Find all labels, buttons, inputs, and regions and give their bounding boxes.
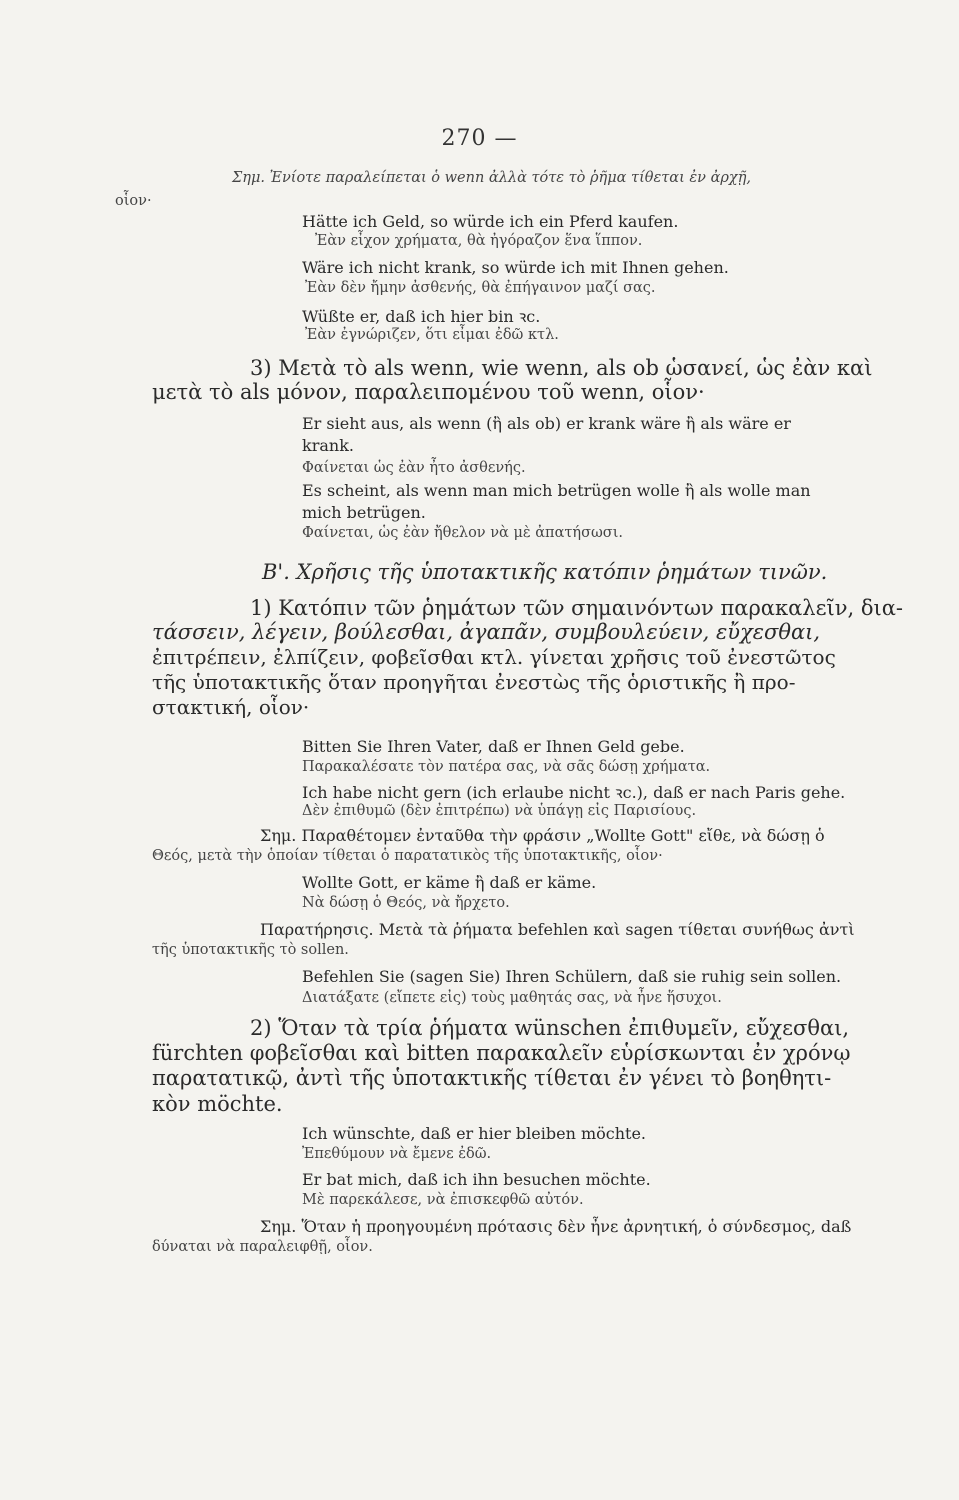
text-line: Wollte Gott, er käme ἢ daß er käme. (302, 873, 597, 892)
text-line: mich betrügen. (302, 503, 426, 522)
text-line: 1) Κατόπιν τῶν ῥημάτων τῶν σημαινόντων παρακαλεῖν, δια- (250, 596, 903, 620)
text-line: Μὲ παρεκάλεσε, νὰ ἐπισκεφθῶ αὐτόν. (302, 1192, 584, 1208)
text-line: δύναται νὰ παραλειφθῇ, οἷον. (152, 1239, 373, 1255)
text-line: Νὰ δώσῃ ὁ Θεός, νὰ ἤρχετο. (302, 895, 510, 911)
text-line: Ich habe nicht gern (ich erlaube nicht ꝛc.), daß er nach Paris gehe. (302, 783, 846, 802)
text-line: Ἐὰν δὲν ἤμην ἀσθενής, θὰ ἐπήγαινον μαζί σας. (305, 280, 656, 296)
text-line: Ich wünschte, daß er hier bleiben möchte. (302, 1124, 647, 1143)
text-line: Ἐὰν εἶχον χρήματα, θὰ ἠγόραζον ἕνα ἵππον. (315, 233, 643, 249)
text-line: Φαίνεται, ὡς ἐὰν ἤθελον νὰ μὲ ἀπατήσωσι. (302, 525, 623, 541)
text-line: κὸν möchte. (152, 1092, 283, 1116)
text-line: krank. (302, 436, 354, 455)
text-line: Wäre ich nicht krank, so würde ich mit Ihnen gehen. (302, 258, 729, 277)
text-line: Ἐὰν ἐγνώριζεν, ὅτι εἶμαι ἐδῶ κτλ. (305, 327, 559, 343)
text-line: Σημ. Ἐνίοτε παραλείπεται ὁ wenn ἀλλὰ τότε τὸ ῥῆμα τίθεται ἐν ἀρχῇ, (232, 170, 751, 186)
text-line: Παρακαλέσατε τὸν πατέρα σας, νὰ σᾶς δώσῃ χρήματα. (302, 759, 711, 775)
text-line: Θεός, μετὰ τὴν ὁποίαν τίθεται ὁ παρατατικὸς τῆς ὑποτακτικῆς, οἷον· (152, 848, 663, 864)
text-line: Διατάξατε (εἴπετε εἰς) τοὺς μαθητάς σας, νὰ ἦνε ἥσυχοι. (302, 990, 722, 1006)
text-line: οἷον· (115, 193, 152, 209)
text-line: στακτική, οἷον· (152, 695, 310, 719)
text-line: Hätte ich Geld, so würde ich ein Pferd kaufen. (302, 212, 679, 231)
text-line: Β'. Χρῆσις τῆς ὑποτακτικῆς κατόπιν ῥημάτων τινῶν. (262, 560, 828, 584)
text-line: 3) Μετὰ τὸ als wenn, wie wenn, als ob ὡσανεί, ὡς ἐὰν καὶ (250, 356, 873, 380)
text-line: τάσσειν, λέγειν, βούλεσθαι, ἀγαπᾶν, συμβουλεύειν, εὔχεσθαι, (152, 620, 821, 644)
text-line: Δὲν ἐπιθυμῶ (δὲν ἐπιτρέπω) νὰ ὑπάγῃ εἰς Παρισίους. (302, 803, 697, 819)
text-line: Befehlen Sie (sagen Sie) Ihren Schülern, daß sie ruhig sein sollen. (302, 967, 842, 986)
text-line: fürchten φοβεῖσθαι καὶ bitten παρακαλεῖν εὑρίσκωνται ἐν χρόνῳ (152, 1041, 851, 1065)
text-line: Ἐπεθύμουν νὰ ἔμενε ἐδῶ. (302, 1146, 492, 1162)
text-line: Φαίνεται ὡς ἐὰν ἦτο ἀσθενής. (302, 460, 526, 476)
text-line: τῆς ὑποτακτικῆς ὅταν προηγῆται ἐνεστὼς τῆς ὁριστικῆς ἢ προ- (152, 670, 796, 694)
text-line: Σημ. Παραθέτομεν ἐνταῦθα τὴν φράσιν „Wollte Gott" εἴθε, νὰ δώσῃ ὁ (260, 826, 825, 845)
page-number: 270 — (441, 126, 518, 151)
text-line: μετὰ τὸ als μόνον, παραλειπομένου τοῦ wenn, οἷον· (152, 380, 705, 404)
text-line: παρατατικῷ, ἀντὶ τῆς ὑποτακτικῆς τίθεται ἐν γένει τὸ βοηθητι- (152, 1066, 832, 1090)
text-line: Bitten Sie Ihren Vater, daß er Ihnen Geld gebe. (302, 737, 685, 756)
text-line: Παρατήρησις. Μετὰ τὰ ῥήματα befehlen καὶ sagen τίθεται συνήθως ἀντὶ (260, 920, 855, 939)
text-line: Wüßte er, daß ich hier bin ꝛc. (302, 307, 541, 326)
text-line: 2) Ὅταν τὰ τρία ῥήματα wünschen ἐπιθυμεῖν, εὔχεσθαι, (250, 1016, 850, 1040)
text-line: Es scheint, als wenn man mich betrügen wolle ἢ als wolle man (302, 481, 811, 500)
text-line: τῆς ὑποτακτικῆς τὸ sollen. (152, 942, 349, 958)
text-line: Er sieht aus, als wenn (ἢ als ob) er krank wäre ἢ als wäre er (302, 414, 791, 433)
text-line: Σημ. Ὅταν ἡ προηγουμένη πρότασις δὲν ἦνε ἀρνητική, ὁ σύνδεσμος, daß (260, 1217, 852, 1236)
text-line: ἐπιτρέπειν, ἐλπίζειν, φοβεῖσθαι κτλ. γίνεται χρῆσις τοῦ ἐνεστῶτος (152, 645, 836, 669)
text-line: Er bat mich, daß ich ihn besuchen möchte. (302, 1170, 651, 1189)
